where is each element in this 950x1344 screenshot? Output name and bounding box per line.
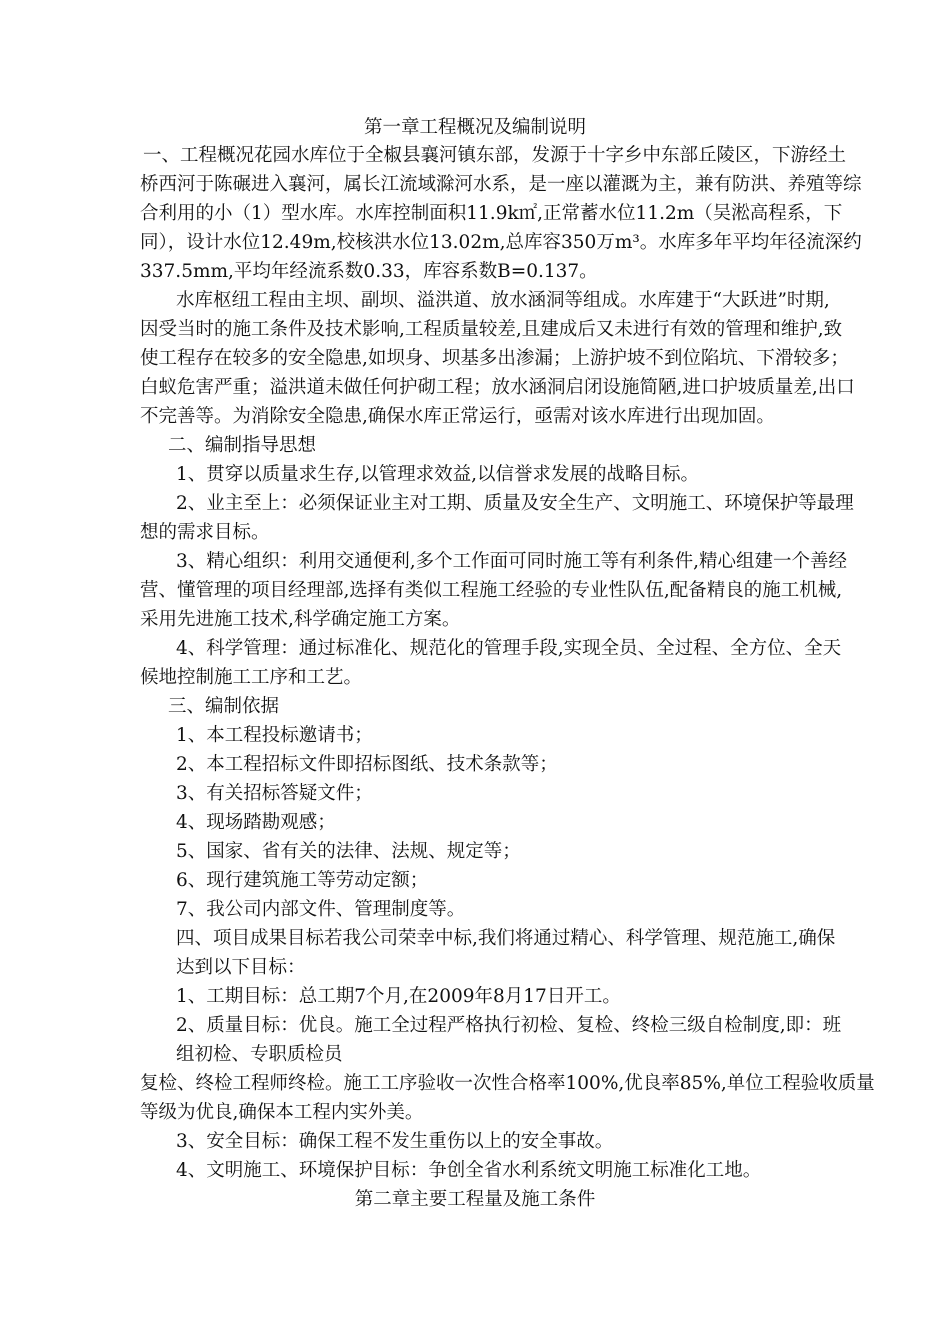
section-2-item: 2、业主至上：必须保证业主对工期、质量及安全生产、文明施工、环境保护等最理 <box>176 493 854 514</box>
section-1-line: 桥西河于陈碾进入襄河，属长江流域滁河水系，是一座以灌溉为主，兼有防洪、养殖等综 <box>140 174 862 195</box>
section-4-line: 2、质量目标：优良。施工全过程严格执行初检、复检、终检三级自检制度,即：班 <box>176 1015 842 1036</box>
section-4-line: 1、工期目标：总工期7个月,在2009年8月17日开工。 <box>176 986 621 1007</box>
section-3-item: 3、有关招标答疑文件； <box>176 783 373 804</box>
section-2-item: 候地控制施工工序和工艺。 <box>140 667 363 688</box>
section-3-item: 5、国家、省有关的法律、法规、规定等； <box>176 841 521 862</box>
section-2-item: 营、懂管理的项目经理部,选择有类似工程施工经验的专业性队伍,配备精良的施工机械, <box>140 580 843 601</box>
section-4-line: 四、项目成果目标若我公司荣幸中标,我们将通过精心、科学管理、规范施工,确保 <box>176 928 836 949</box>
section-4-line: 3、安全目标：确保工程不发生重伤以上的安全事故。 <box>176 1131 614 1152</box>
chapter-2-title: 第二章主要工程量及施工条件 <box>354 1189 596 1210</box>
section-3-item: 4、现场踏勘观感； <box>176 812 336 833</box>
section-4-line: 4、文明施工、环境保护目标：争创全省水利系统文明施工标准化工地。 <box>176 1160 762 1181</box>
section-2-item: 采用先进施工技术,科学确定施工方案。 <box>140 609 461 630</box>
section-2-item: 4、科学管理：通过标准化、规范化的管理手段,实现全员、全过程、全方位、全天 <box>176 638 842 659</box>
section-4-line: 等级为优良,确保本工程内实外美。 <box>140 1102 424 1123</box>
paragraph-2-line: 因受当时的施工条件及技术影响,工程质量较差,且建成后又未进行有效的管理和维护,致 <box>140 319 843 340</box>
paragraph-2-line: 不完善等。为消除安全隐患,确保水库正常运行，亟需对该水库进行出现加固。 <box>140 406 775 427</box>
section-1-line: 同），设计水位12.49m,校核洪水位13.02m,总库容350万m³。水库多年平均年径流深约 <box>140 232 862 253</box>
section-4-line: 复检、终检工程师终检。施工工序验收一次性合格率100%,优良率85%,单位工程验收质量 <box>140 1073 875 1094</box>
section-3-item: 2、本工程招标文件即招标图纸、技术条款等； <box>176 754 558 775</box>
section-4-line: 组初检、专职质检员 <box>176 1044 343 1065</box>
section-2-heading: 二、编制指导思想 <box>168 435 317 456</box>
section-2-item: 1、贯穿以质量求生存,以管理求效益,以信誉求发展的战略目标。 <box>176 464 700 485</box>
section-1-line: 合利用的小（1）型水库。水库控制面积11.9k㎡,正常蓄水位11.2m（吴淞高程系，下 <box>140 203 843 224</box>
section-3-item: 1、本工程投标邀请书； <box>176 725 373 746</box>
section-1-line: 337.5mm,平均年经流系数0.33，库容系数B=0.137。 <box>140 261 598 282</box>
paragraph-2-line: 白蚁危害严重；溢洪道未做任何护砌工程；放水涵洞启闭设施简陋,进口护坡质量差,出口 <box>140 377 855 398</box>
section-4-line: 达到以下目标： <box>176 957 306 978</box>
section-1-line: 一、工程概况花园水库位于全椒县襄河镇东部，发源于十字乡中东部丘陵区，下游经土 <box>143 145 847 166</box>
chapter-1-title: 第一章工程概况及编制说明 <box>363 117 586 138</box>
section-3-item: 7、我公司内部文件、管理制度等。 <box>176 899 466 920</box>
section-3-heading: 三、编制依据 <box>168 696 280 717</box>
section-2-item: 想的需求目标。 <box>140 522 270 543</box>
paragraph-2-line: 使工程存在较多的安全隐患,如坝身、坝基多出渗漏；上游护坡不到位陷坑、下滑较多； <box>140 348 849 369</box>
section-3-item: 6、现行建筑施工等劳动定额； <box>176 870 429 891</box>
section-2-item: 3、精心组织：利用交通便利,多个工作面可同时施工等有利条件,精心组建一个善经 <box>176 551 848 572</box>
paragraph-2-line: 水库枢纽工程由主坝、副坝、溢洪道、放水涵洞等组成。水库建于“大跃进”时期, <box>176 290 830 311</box>
